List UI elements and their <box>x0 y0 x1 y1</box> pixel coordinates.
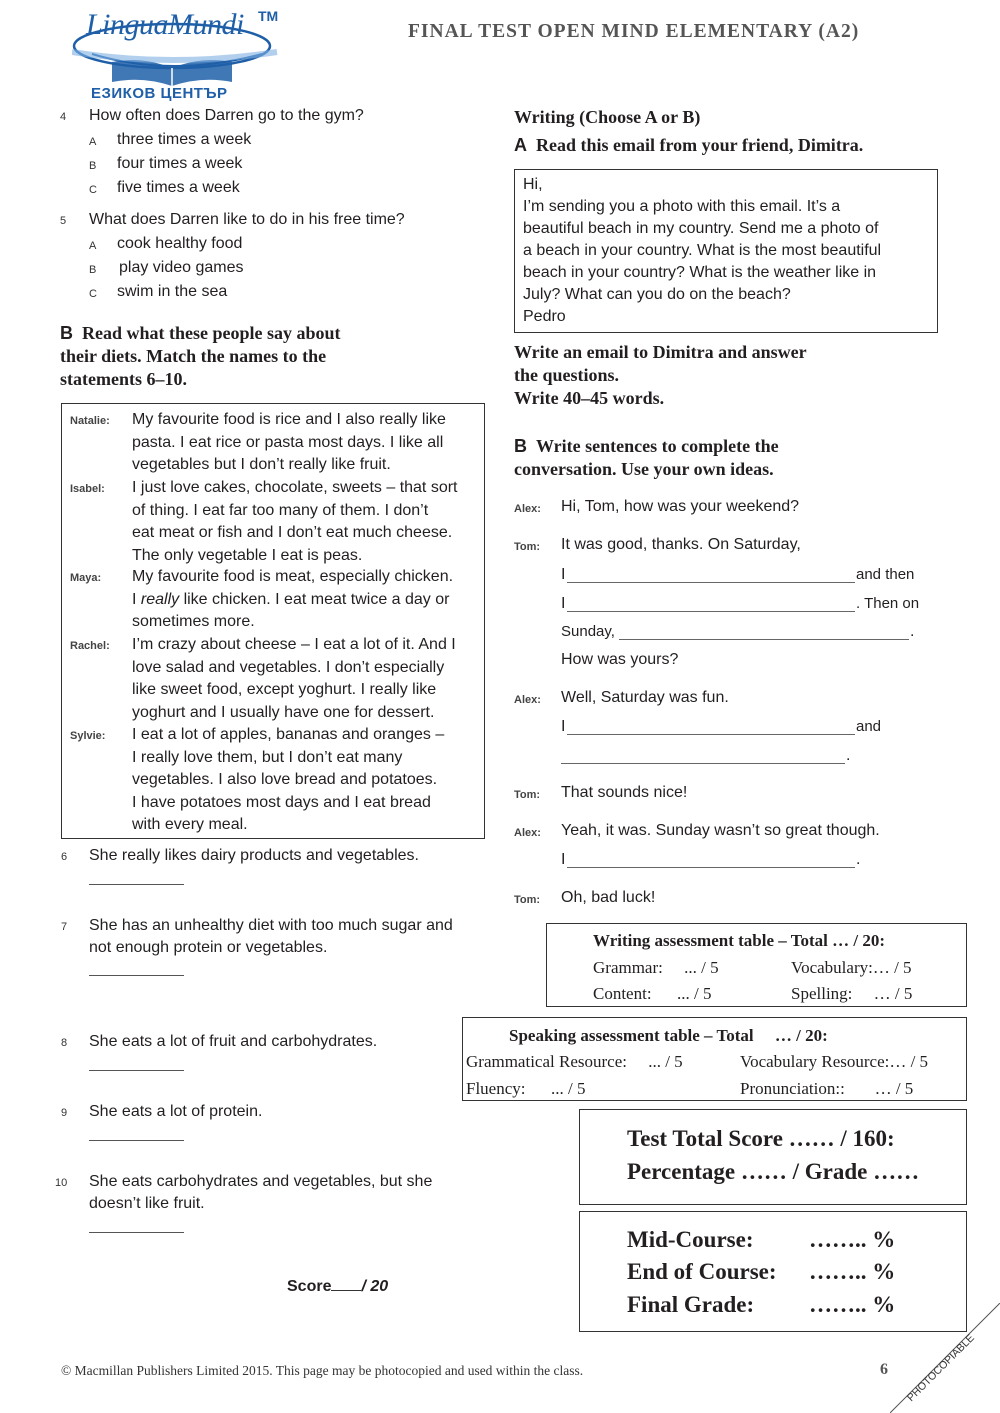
writing-b-heading <box>514 435 779 481</box>
answer-line[interactable] <box>567 611 855 612</box>
section-b-reading-heading <box>60 322 341 391</box>
copyright: © Macmillan Publishers Limited 2015. This page may be photocopied and used within the class. <box>61 1363 584 1378</box>
dialogue-line: It was good, thanks. On Saturday, <box>561 536 801 553</box>
score-total: / 20 <box>361 1278 389 1295</box>
statement-line: vegetables but I don’t really like fruit. <box>132 456 391 473</box>
email-line: beach in your country? What is the weather like in <box>523 264 877 281</box>
line-start: Sunday, <box>561 623 615 640</box>
statement-line: I just love cakes, chocolate, sweets – that sort <box>132 479 458 496</box>
heading-line: conversation. Use your own ideas. <box>514 459 774 479</box>
section-letter: A <box>514 135 527 155</box>
score-label: Score <box>287 1278 332 1295</box>
option-letter: A <box>89 240 97 252</box>
question-text: What does Darren like to do in his free time? <box>89 211 405 228</box>
speaker-alex: Alex: <box>514 503 541 515</box>
mid-course-value: …….. % <box>809 1227 896 1252</box>
person-name: Sylvie: <box>70 730 106 742</box>
statement-number: 10 <box>55 1177 68 1189</box>
line-end: . <box>910 623 915 640</box>
score-blank[interactable] <box>331 1276 361 1291</box>
email-line: July? What can you do on the beach? <box>523 286 791 303</box>
statement-text: She eats a lot of protein. <box>89 1103 263 1120</box>
statement-line: with every meal. <box>132 816 248 833</box>
option-text: four times a week <box>117 155 243 172</box>
answer-blank[interactable] <box>89 1070 184 1071</box>
writing-instructions <box>514 341 807 410</box>
statement-line: I eat a lot of apples, bananas and oranges – <box>132 726 445 743</box>
statement-line: love salad and vegetables. I don’t especially <box>132 658 445 676</box>
statement-line: I’m crazy about cheese – I eat a lot of it. And I <box>132 636 456 653</box>
option-letter: C <box>89 184 97 196</box>
line-end: and then <box>856 566 915 583</box>
instruction-line: Write an email to Dimitra and answer <box>514 342 807 362</box>
speaker-tom: Tom: <box>514 541 541 553</box>
photocopiable-label: PHOTOCOPIABLE <box>904 1332 977 1404</box>
grammar-score: Grammar: ... / 5 <box>593 958 719 977</box>
speaker-alex: Alex: <box>514 694 541 706</box>
mid-course-label: Mid-Course: <box>627 1227 754 1252</box>
option-letter: B <box>89 264 97 276</box>
dialogue-line: That sounds nice! <box>561 784 688 801</box>
writing-heading: Writing (Choose A or B) <box>514 107 701 127</box>
answer-blank[interactable] <box>89 975 184 976</box>
email-text <box>523 174 881 328</box>
statement-line: The only vegetable I eat is peas. <box>132 546 363 564</box>
statement-text <box>89 915 453 959</box>
statement-line: She has an unhealthy diet with too much sugar and <box>89 917 453 934</box>
line-start: I <box>561 851 566 868</box>
line-end: and <box>856 718 882 735</box>
heading-line: statements 6–10. <box>60 369 187 389</box>
statement-line: I really love them, but I don’t eat many <box>132 748 403 766</box>
section-letter: B <box>514 436 527 456</box>
heading-text: Read this email from your friend, Dimitra. <box>536 135 864 155</box>
page-number: 6 <box>880 1361 888 1378</box>
writing-assessment-table <box>546 923 967 1007</box>
dialogue-line: Oh, bad luck! <box>561 889 656 906</box>
statement-line: sometimes more. <box>132 613 255 630</box>
answer-line[interactable] <box>619 639 909 640</box>
option-letter: C <box>89 288 97 300</box>
final-grade-value: …….. % <box>809 1292 896 1317</box>
total-score-box <box>579 1109 967 1205</box>
question-number: 5 <box>60 215 67 227</box>
option-text: five times a week <box>117 179 240 196</box>
statement-line: not enough protein or vegetables. <box>89 939 328 956</box>
email-line: Hi, <box>523 176 543 193</box>
heading-line: Write sentences to complete the <box>536 436 779 456</box>
option-text: play video games <box>119 259 244 276</box>
email-line: beautiful beach in my country. Send me a photo of <box>523 220 879 237</box>
answer-line[interactable] <box>567 867 855 868</box>
dialogue-line: How was yours? <box>561 651 679 668</box>
section-letter: B <box>60 323 73 343</box>
statement-line: of thing. I eat far too many of them. I don’t <box>132 501 429 519</box>
option-letter: B <box>89 160 97 172</box>
person-statement <box>132 724 480 837</box>
answer-line[interactable] <box>561 763 845 764</box>
person-statement <box>132 566 480 634</box>
person-name: Maya: <box>70 572 102 584</box>
speaker-alex: Alex: <box>514 827 541 839</box>
statement-text: She really likes dairy products and vegetables. <box>89 847 419 864</box>
content-score: Content: ... / 5 <box>593 984 712 1003</box>
vocabulary-score: Vocabulary:… / 5 <box>791 958 912 977</box>
line-end: . Then on <box>856 595 920 612</box>
statement-line: She eats carbohydrates and vegetables, but she <box>89 1173 433 1190</box>
statement-text <box>89 1171 432 1215</box>
speaking-assessment-table <box>462 1017 967 1101</box>
email-line: I’m sending you a photo with this email. It’s a <box>523 198 841 215</box>
score <box>287 1276 388 1296</box>
statement-line: eat meat or fish and I don’t eat much cheese. <box>132 524 453 541</box>
question-text: How often does Darren go to the gym? <box>89 107 364 124</box>
vocabulary-resource-score: Vocabulary Resource:… / 5 <box>740 1052 929 1071</box>
option-text: cook healthy food <box>117 235 243 252</box>
statement-line: I have potatoes most days and I eat bread <box>132 793 431 811</box>
end-of-course-label: End of Course: <box>627 1259 777 1284</box>
person-name: Rachel: <box>70 640 110 652</box>
statement-number: 9 <box>61 1107 68 1119</box>
instruction-line: Write 40–45 words. <box>514 388 665 408</box>
option-text: swim in the sea <box>117 283 228 300</box>
statement-number: 8 <box>61 1037 68 1049</box>
speaker-tom: Tom: <box>514 789 541 801</box>
heading-line: their diets. Match the names to the <box>60 346 327 366</box>
person-statement <box>132 409 480 477</box>
end-of-course-value: …….. % <box>809 1259 896 1284</box>
heading-line: Read what these people say about <box>82 323 341 343</box>
person-statement <box>132 634 480 724</box>
person-name: Natalie: <box>70 415 110 427</box>
line-end: . <box>856 851 861 868</box>
statement-line: doesn’t like fruit. <box>89 1195 205 1212</box>
table-title: Speaking assessment table – Total … / 20: <box>509 1026 828 1045</box>
final-grade-label: Final Grade: <box>627 1292 755 1317</box>
logo <box>72 6 287 104</box>
percentage-grade: Percentage …… / Grade …… <box>627 1159 920 1184</box>
page-title: FINAL TEST OPEN MIND ELEMENTARY (A2) <box>408 21 860 42</box>
line-start: I <box>561 566 566 583</box>
statement-line: My favourite food is meat, especially chicken. <box>132 568 454 585</box>
line-start: I <box>561 718 566 735</box>
answer-line[interactable] <box>567 582 855 583</box>
dialogue-line: Hi, Tom, how was your weekend? <box>561 498 800 515</box>
line-end: . <box>846 747 851 764</box>
fluency-score: Fluency: ... / 5 <box>466 1079 586 1098</box>
spelling-score: Spelling: … / 5 <box>791 984 913 1003</box>
person-name: Isabel: <box>70 483 105 495</box>
email-line: a beach in your country. What is the most beautiful <box>523 242 882 259</box>
instruction-line: the questions. <box>514 365 620 385</box>
option-letter: A <box>89 136 97 148</box>
dialogue-line: Yeah, it was. Sunday wasn’t so great though. <box>561 822 880 839</box>
statement-number: 6 <box>61 851 68 863</box>
statement-line: vegetables. I also love bread and potatoes. <box>132 771 438 788</box>
writing-a-heading <box>514 135 863 156</box>
total-score: Test Total Score …… / 160: <box>627 1126 895 1151</box>
statement-line: like sweet food, except yoghurt. I really like <box>132 681 437 698</box>
email-line: Pedro <box>523 308 566 325</box>
question-number: 4 <box>60 111 67 123</box>
answer-blank[interactable] <box>89 1140 184 1141</box>
logo-trademark: TM <box>258 8 279 24</box>
answer-blank[interactable] <box>89 1232 184 1233</box>
pronunciation-score: Pronunciation:: … / 5 <box>740 1079 914 1098</box>
grammatical-resource-score: Grammatical Resource: ... / 5 <box>466 1052 683 1071</box>
dialogue-line: Well, Saturday was fun. <box>561 689 729 706</box>
statement-text: She eats a lot of fruit and carbohydrates. <box>89 1033 378 1050</box>
logo-text: LinguaMundi <box>86 8 244 41</box>
person-statement <box>132 477 480 567</box>
statement-line: I really like chicken. I eat meat twice a day or <box>132 590 450 608</box>
line-start: I <box>561 595 566 612</box>
answer-line[interactable] <box>567 734 855 735</box>
statement-line: My favourite food is rice and I also really like <box>132 411 446 428</box>
table-title: Writing assessment table – Total … / 20: <box>593 931 886 950</box>
speaker-tom: Tom: <box>514 894 541 906</box>
statement-line: yoghurt and I usually have one for dessert. <box>132 703 435 721</box>
statement-number: 7 <box>61 921 68 933</box>
logo-subtitle: ЕЗИКОВ ЦЕНТЪР <box>91 85 228 102</box>
option-text: three times a week <box>117 131 252 148</box>
statement-line: pasta. I eat rice or pasta most days. I like all <box>132 433 444 451</box>
answer-blank[interactable] <box>89 884 184 885</box>
